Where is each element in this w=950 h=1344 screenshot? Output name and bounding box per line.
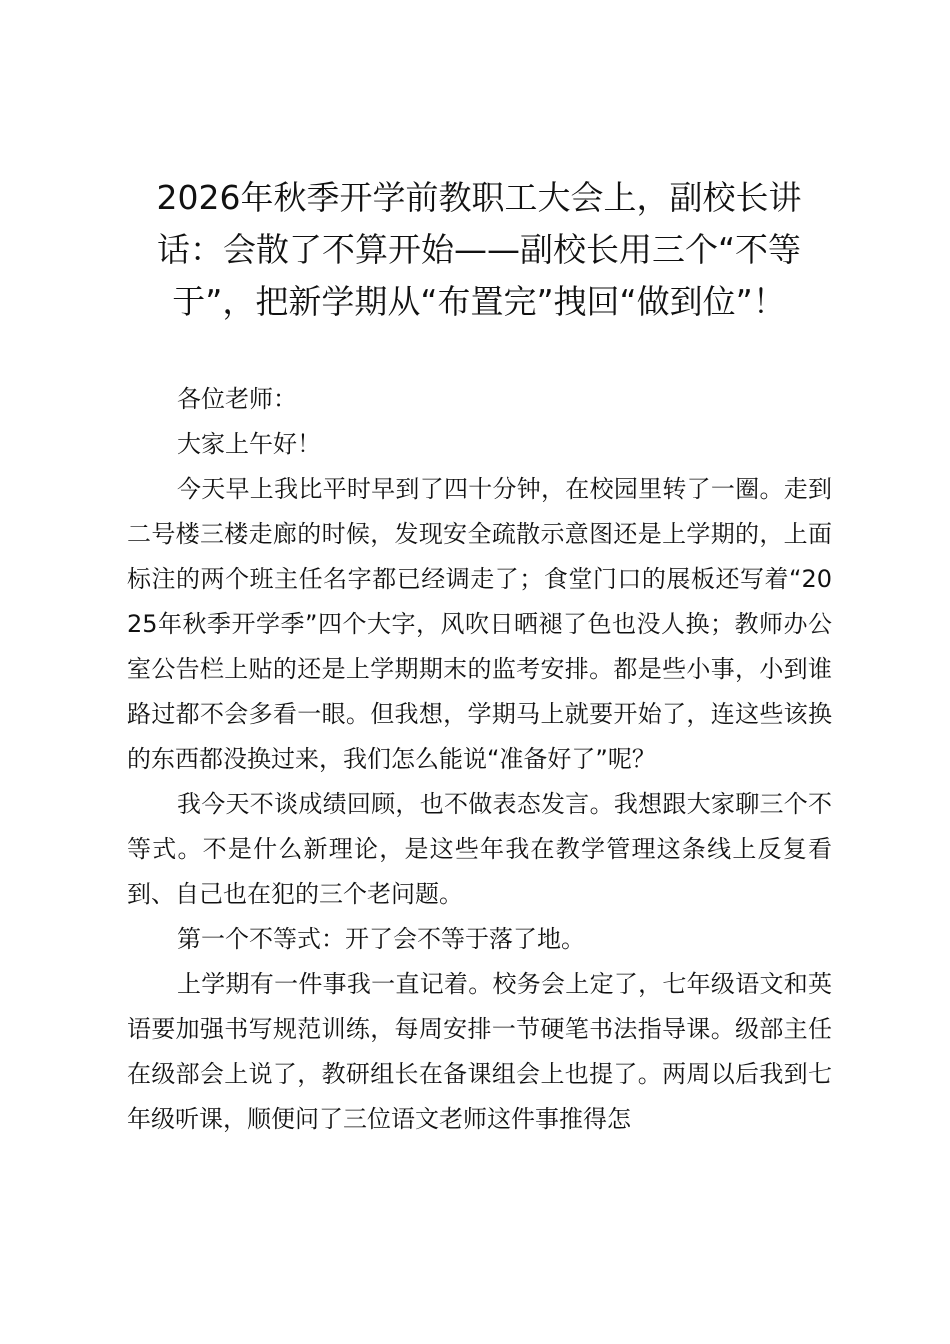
greeting-paragraph: 大家上午好！ <box>177 430 321 458</box>
body-paragraph: 今天早上我比平时早到了四十分钟，在校园里转了一圈。走到二号楼三楼走廊的时候，发现安全疏散示意图还是上学期的，上面标注的两个班主任名字都已经调走了；食堂门口的展板还写着“2025年秋季开学季”四个大字，风吹日晒褪了色也没人换；教师办公室公告栏上贴的还是上学期期末的监考安排。都是些小事，小到谁路过都不会多看一眼。但我想，学期马上就要开始了，连这些该换的东西都没换过来，我们怎么能说“准备好了”呢？ <box>127 475 832 773</box>
section-heading-paragraph: 第一个不等式：开了会不等于落了地。 <box>177 925 585 953</box>
document-title: 2026年秋季开学前教职工大会上，副校长讲话：会散了不算开始——副校长用三个“不等于”，把新学期从“布置完”拽回“做到位”！ <box>156 178 802 321</box>
document-body <box>127 377 832 1142</box>
body-paragraph: 我今天不谈成绩回顾，也不做表态发言。我想跟大家聊三个不等式。不是什么新理论，是这些年我在教学管理这条线上反复看到、自己也在犯的三个老问题。 <box>127 790 832 908</box>
salutation-paragraph: 各位老师： <box>177 385 297 413</box>
body-paragraph: 上学期有一件事我一直记着。校务会上定了，七年级语文和英语要加强书写规范训练，每周安排一节硬笔书法指导课。级部主任在级部会上说了，教研组长在备课组会上也提了。两周以后我到七年级听课，顺便问了三位语文老师这件事推得怎 <box>127 970 832 1133</box>
